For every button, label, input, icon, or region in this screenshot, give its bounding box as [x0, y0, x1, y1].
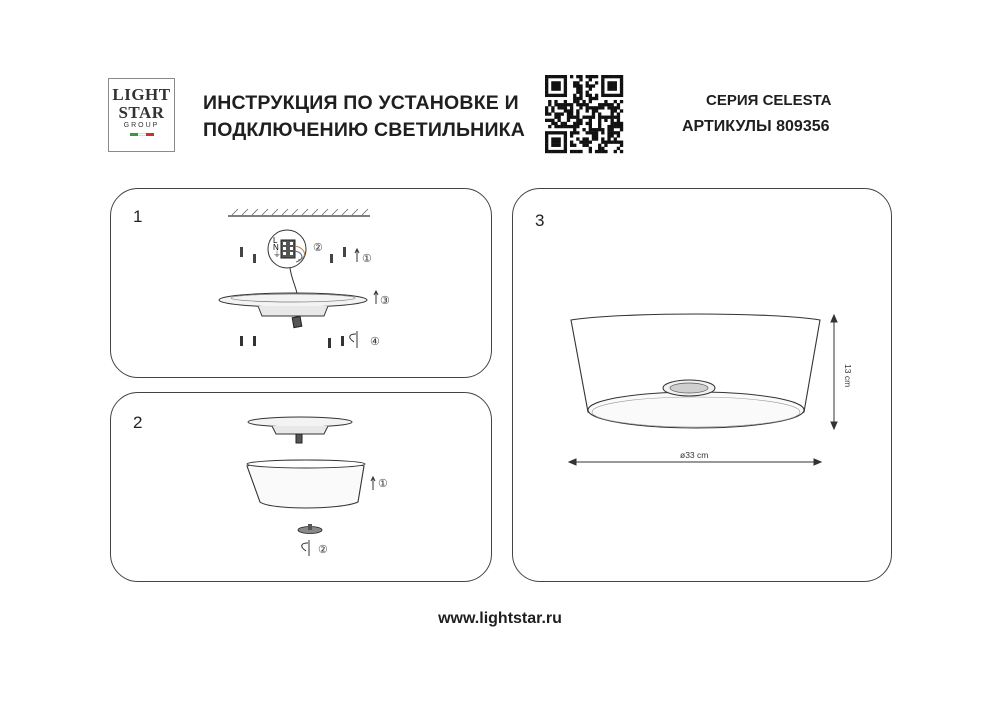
logo-line-light: LIGHT — [112, 85, 171, 104]
logo-line-star: STAR — [118, 103, 165, 122]
title-line-1: ИНСТРУКЦИЯ ПО УСТАНОВКЕ И — [203, 92, 519, 114]
step-3-dimension-diagram — [512, 188, 892, 582]
step-1-callout-1: ① — [362, 253, 372, 265]
logo-line-group: GROUP — [123, 122, 160, 129]
step-2-diagram — [110, 392, 492, 582]
step-1-callout-4: ④ — [370, 336, 380, 348]
document-title — [203, 90, 533, 144]
step-1-number: 1 — [133, 207, 143, 226]
step-2-callout-1: ① — [378, 478, 388, 490]
lightstar-logo — [108, 78, 175, 152]
step-2-number: 2 — [133, 413, 143, 432]
title-line-2: ПОДКЛЮЧЕНИЮ СВЕТИЛЬНИКА — [203, 119, 526, 141]
step-1-diagram — [110, 188, 492, 378]
diameter-label: ø33 cm — [680, 450, 709, 460]
series-label: СЕРИЯ CELESTA — [706, 92, 832, 109]
articles-label: АРТИКУЛЫ 809356 — [682, 118, 830, 135]
height-label: 13 cm — [843, 364, 853, 388]
step-1-callout-3: ③ — [380, 295, 390, 307]
website-link[interactable]: www.lightstar.ru — [438, 610, 562, 627]
svg-text:⏚: ⏚ — [273, 250, 281, 259]
qr-code-icon — [545, 75, 623, 153]
step-2-callout-2: ② — [318, 544, 328, 556]
step-3-number: 3 — [535, 211, 545, 230]
step-1-callout-2: ② — [313, 242, 323, 254]
svg-text:L: L — [273, 236, 278, 245]
svg-text:N: N — [273, 243, 279, 252]
italian-flag-icon — [109, 133, 174, 136]
